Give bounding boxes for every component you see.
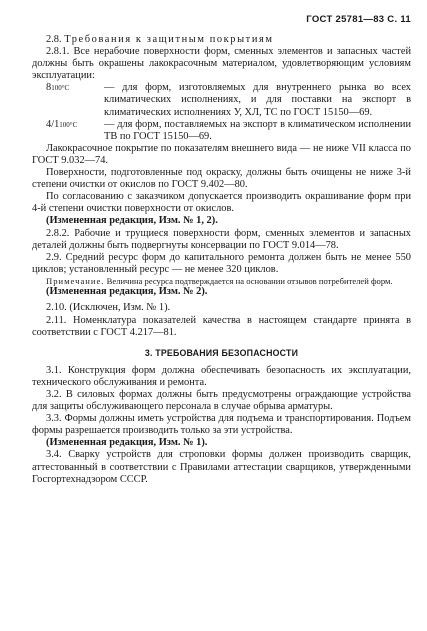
coating-class-definition-2	[32, 119, 411, 143]
clause-title: Требования к защитным покрытиям	[64, 34, 274, 45]
paragraph-2-8-1: 2.8.1. Все нерабочие поверхности форм, сменных элементов и запасных частей должны быть окрашены лакокрасочным материалом, удовлетворяющим условиям эксплуатации:	[32, 46, 411, 82]
note-text: Величина ресурса подтверждается на основании отзывов потребителей форм.	[106, 275, 393, 286]
paragraph-coating-appearance: Лакокрасочное покрытие по показателям внешнего вида — не ниже VII класса по ГОСТ 9.032—74.	[32, 142, 411, 166]
paragraph-2-9: 2.9. Средний ресурс форм до капитального ремонта должен быть не менее 550 циклов; установленный ресурс — не менее 320 циклов.	[32, 251, 411, 275]
coating-class-description: — для форм, изготовляемых для внутреннего рынка во всех климатических исполнениях, и для поставки на экспорт в климатических исполнениях У, ХЛ, ТС по ГОСТ 15150—69.	[104, 82, 411, 118]
coating-class-symbol: 8100°С	[46, 82, 70, 94]
paragraph-surface-prep: Поверхности, подготовленные под окраску, должны быть очищены не ниже 3-й степени очистки от окислов по ГОСТ 9.402—80.	[32, 167, 411, 191]
amendment-note: (Измененная редакция, Изм. № 1).	[46, 437, 208, 449]
note-label: Примечание.	[46, 275, 105, 286]
paragraph-agreement: По согласованию с заказчиком допускается производить окрашивание форм при 4-й степени очистки поверхности от окислов.	[32, 191, 411, 215]
paragraph-3-1: 3.1. Конструкция форм должна обеспечивать безопасность их эксплуатации, технического обслуживания и ремонта.	[32, 364, 411, 388]
note	[32, 276, 411, 287]
running-header: ГОСТ 25781—83 С. 11	[306, 14, 411, 25]
paragraph-2-10: 2.10. (Исключен, Изм. № 1).	[46, 302, 171, 314]
paragraph-2-8-2: 2.8.2. Рабочие и трущиеся поверхности форм, сменных элементов и запасных деталей должны быть подвергнуты консервации по ГОСТ 9.014—78.	[32, 227, 411, 251]
section-2-8-title	[32, 34, 411, 46]
coating-class-symbol: 4/1100°С	[46, 118, 78, 130]
paragraph-2-11: 2.11. Номенклатура показателей качества в настоящем стандарте принята в соответствии с ГОСТ 4.217—81.	[32, 314, 411, 338]
amendment-note: (Измененная редакция, Изм. № 1, 2).	[46, 215, 218, 227]
paragraph-3-3: 3.3. Формы должны иметь устройства для подъема и транспортирования. Подъем формы разрешается производить только за эти устройства.	[32, 413, 411, 437]
document-body	[32, 34, 411, 486]
paragraph-3-4: 3.4. Сварку устройств для строповки формы должен производить сварщик, аттестованный в соответствии с Правилами аттестации сварщиков, утвержденными Госгортехнадзором СССР.	[32, 449, 411, 485]
clause-number: 2.8.	[46, 34, 62, 45]
coating-class-description: — для форм, поставляемых на экспорт в климатическом исполнении ТВ по ГОСТ 15150—69.	[104, 118, 411, 142]
coating-class-definition-1	[32, 82, 411, 118]
amendment-note: (Измененная редакция, Изм. № 2).	[46, 286, 208, 298]
paragraph-3-2: 3.2. В силовых формах должны быть предусмотрены ограждающие устройства для защиты обслуживающего персонала в случае обрыва арматуры.	[32, 388, 411, 413]
section-3-heading: 3. ТРЕБОВАНИЯ БЕЗОПАСНОСТИ	[144, 347, 299, 358]
